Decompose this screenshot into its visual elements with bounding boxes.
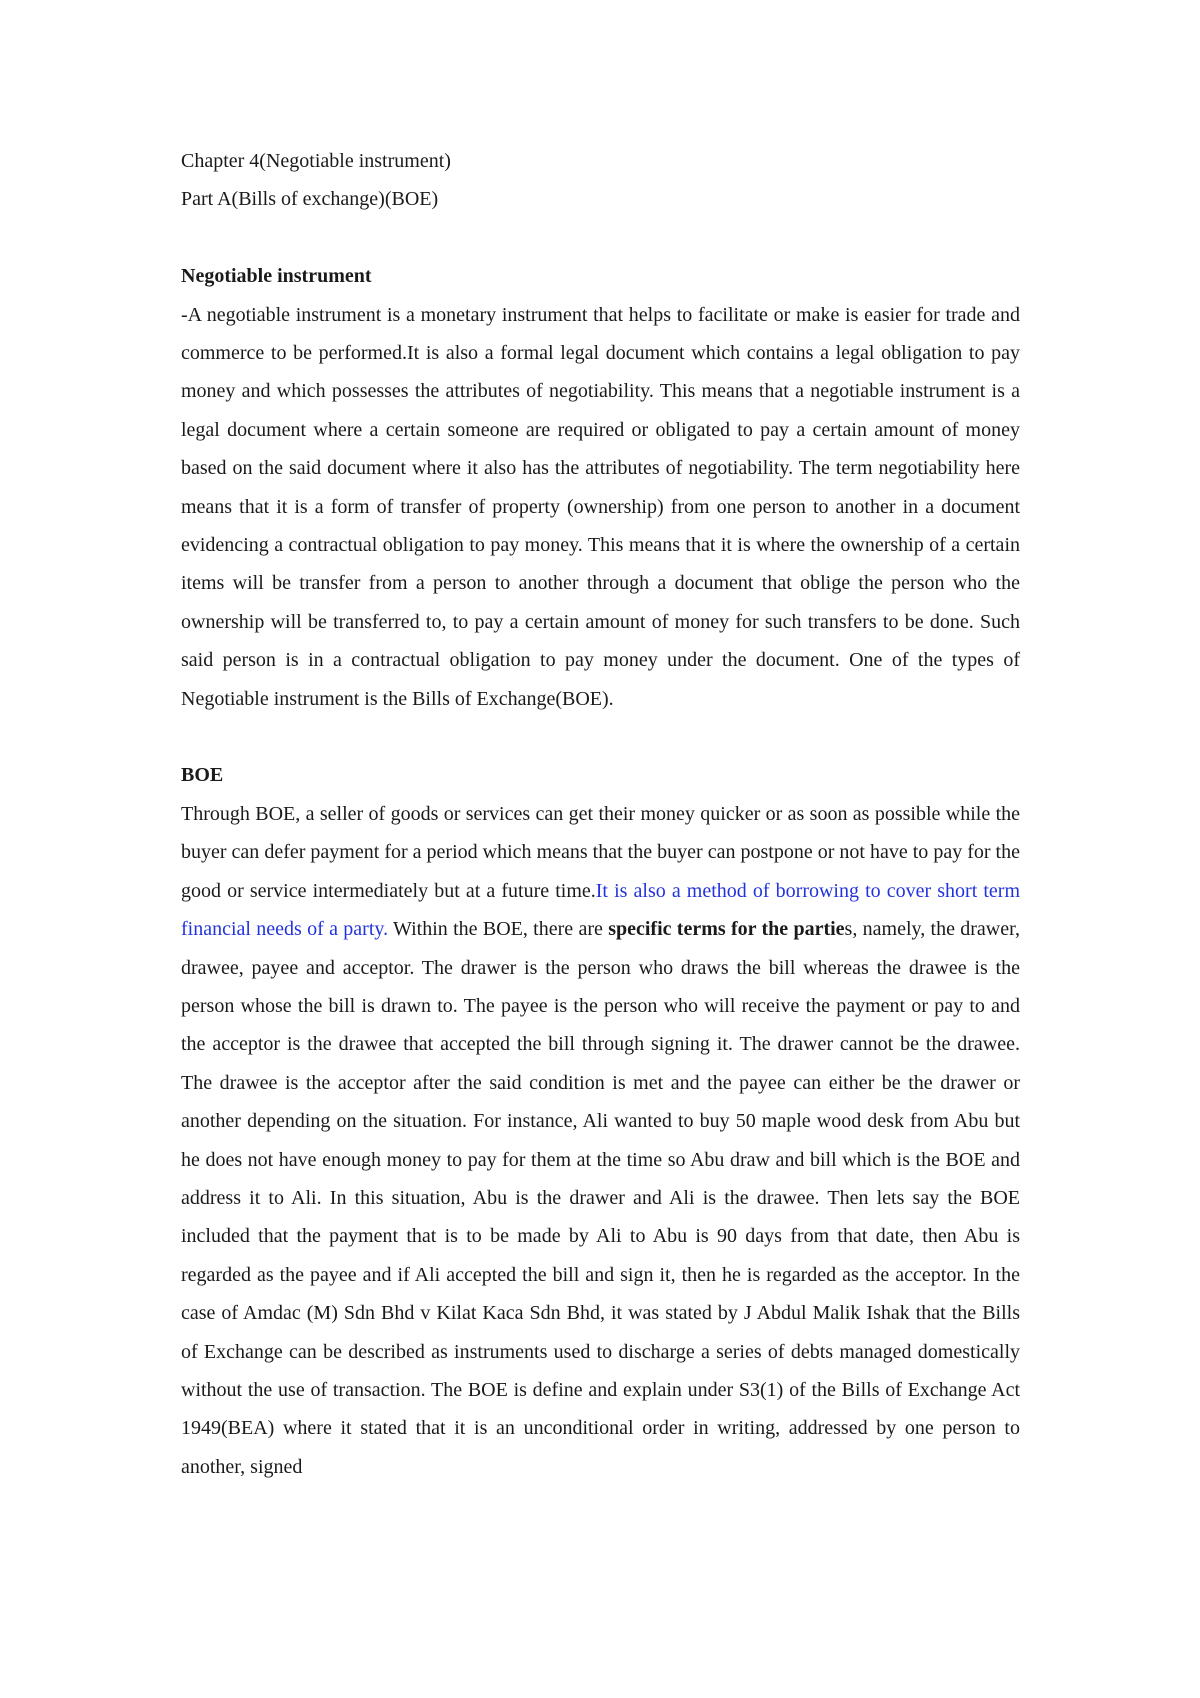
- section-heading-negotiable-instrument: Negotiable instrument: [181, 265, 372, 288]
- chapter-title: Chapter 4(Negotiable instrument): [181, 150, 451, 172]
- boe-bold-text: specific terms for the partie: [608, 918, 845, 941]
- section-heading-boe: BOE: [181, 764, 224, 787]
- negotiable-instrument-paragraph: -A negotiable instrument is a monetary instrument that helps to facilitate or make is easier for trade and commerce to be performed.It is also a formal legal document which contains a legal obligation to pay money and which possesses the attributes of negotiability. This means that a negotiable instrument is a legal document where a certain someone are required or obligated to pay a certain amount of money based on the said document where it also has the attributes of negotiability. The term negotiability here means that it is a form of transfer of property (ownership) from one person to another in a document evidencing a contractual obligation to pay money. This means that it is where the ownership of a certain items will be transfer from a person to another through a document that oblige the person who the ownership will be transferred to, to pay a certain amount of money for such transfers to be done. Such said person is in a contractual obligation to pay money under the document. One of the types of Negotiable instrument is the Bills of Exchange(BOE).: [181, 303, 1020, 710]
- document-body: [181, 142, 1020, 1486]
- boe-intro-text: Through BOE, a seller of goods or services can get their money quicker or as soon as possible while the buyer can defer payment for a period which means that the buyer can postpone or not have to pay for the good or service intermediately but at a future time.: [181, 802, 1020, 902]
- boe-paragraph: [181, 795, 1020, 1486]
- boe-highlighted-text: It is also a method of borrowing to cover short term financial needs of a party.: [181, 879, 1020, 941]
- blank-line: [181, 718, 1020, 756]
- part-title: Part A(Bills of exchange)(BOE): [181, 188, 439, 211]
- blank-line: [181, 219, 1020, 257]
- boe-rest-text: s, namely, the drawer, drawee, payee and acceptor. The drawer is the person who draws the bill whereas the drawee is the person whose the bill is drawn to. The payee is the person who will receive the payment or pay to and the acceptor is the drawee that accepted the bill through signing it. The drawer cannot be the drawee. The drawee is the acceptor after the said condition is met and the payee can either be the drawer or another depending on the situation. For instance, Ali wanted to buy 50 maple wood desk from Abu but he does not have enough money to pay for them at the time so Abu draw and bill which is the BOE and address it to Ali. In this situation, Abu is the drawer and Ali is the drawee. Then lets say the BOE included that the payment that is to be made by Ali to Abu is 90 days from that date, then Abu is regarded as the payee and if Ali accepted the bill and sign it, then he is regarded as the acceptor. In the case of Amdac (M) Sdn Bhd v Kilat Kaca Sdn Bhd, it was stated by J Abdul Malik Ishak that the Bills of Exchange can be described as instruments used to discharge a series of debts managed domestically without the use of transaction. The BOE is define and explain under S3(1) of the Bills of Exchange Act 1949(BEA) where it stated that it is an unconditional order in writing, addressed by one person to another, signed: [181, 918, 1020, 1478]
- boe-mid-text: Within the BOE, there are: [388, 918, 609, 941]
